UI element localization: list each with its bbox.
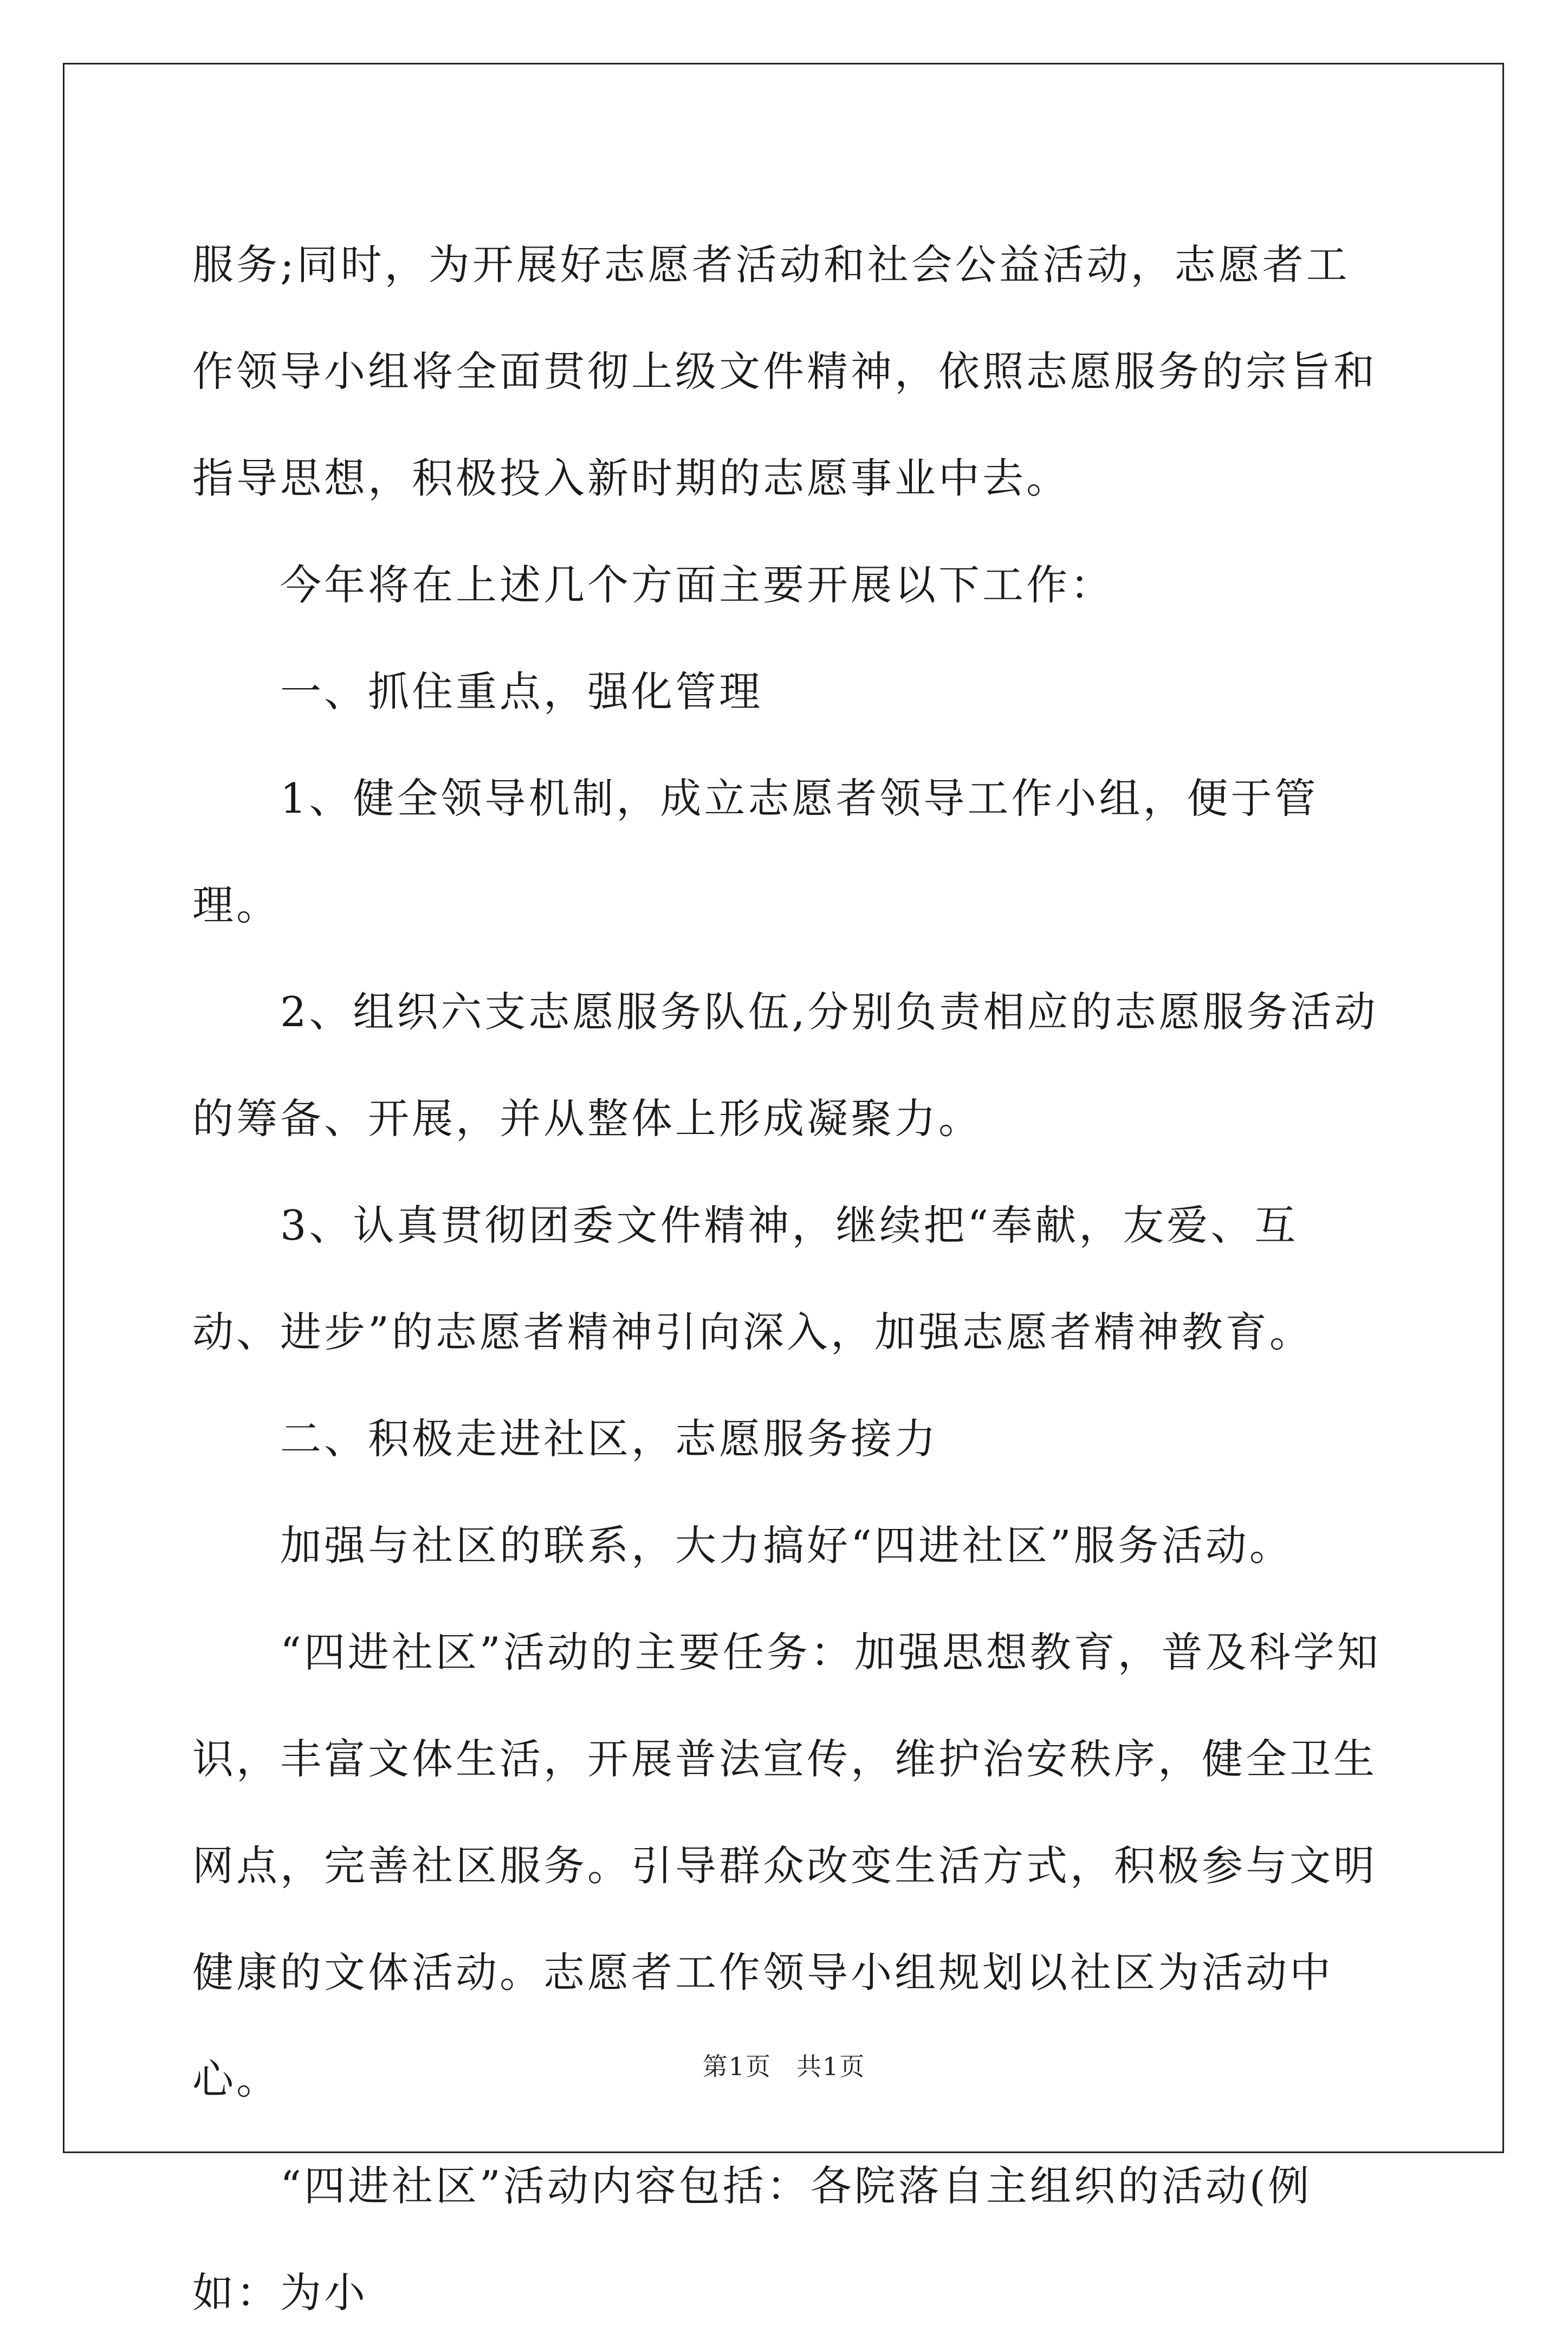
document-body	[192, 211, 1384, 2346]
page-total: 共1页	[796, 2052, 866, 2081]
paragraph: 1、健全领导机制，成立志愿者领导工作小组，便于管理。	[192, 774, 1319, 929]
paragraph: 服务;同时，为开展好志愿者活动和社会公益活动，志愿者工作领导小组将全面贯彻上级文件精神，依照志愿服务的宗旨和指导思想，积极投入新时期的志愿事业中去。	[192, 241, 1377, 502]
paragraph: 今年将在上述几个方面主要开展以下工作：	[192, 561, 1114, 609]
page-number: 第1页	[702, 2052, 772, 2081]
paragraph: 加强与社区的联系，大力搞好“四进社区”服务活动。	[192, 1521, 1293, 1570]
section-heading: 一、抓住重点，强化管理	[192, 667, 763, 716]
paragraph: 3、认真贯彻团委文件精神，继续把“奉献，友爱、互动、进步”的志愿者精神引向深入，加强志愿者精神教育。	[192, 1201, 1313, 1356]
page-footer	[0, 2047, 1568, 2083]
paragraph: “四进社区”活动的主要任务：加强思想教育，普及科学知识，丰富文体生活，开展普法宣传，维护治安秩序，健全卫生网点，完善社区服务。引导群众改变生活方式，积极参与文明健康的文体活动。志愿者工作领导小组规划以社区为活动中心。	[192, 1628, 1381, 2103]
section-heading: 二、积极走进社区，志愿服务接力	[192, 1415, 938, 1463]
paragraph: “四进社区”活动内容包括：各院落自主组织的活动(例如：为小	[192, 2162, 1312, 2317]
paragraph: 2、组织六支志愿服务队伍,分别负责相应的志愿服务活动的筹备、开展，并从整体上形成凝聚力。	[192, 988, 1378, 1143]
